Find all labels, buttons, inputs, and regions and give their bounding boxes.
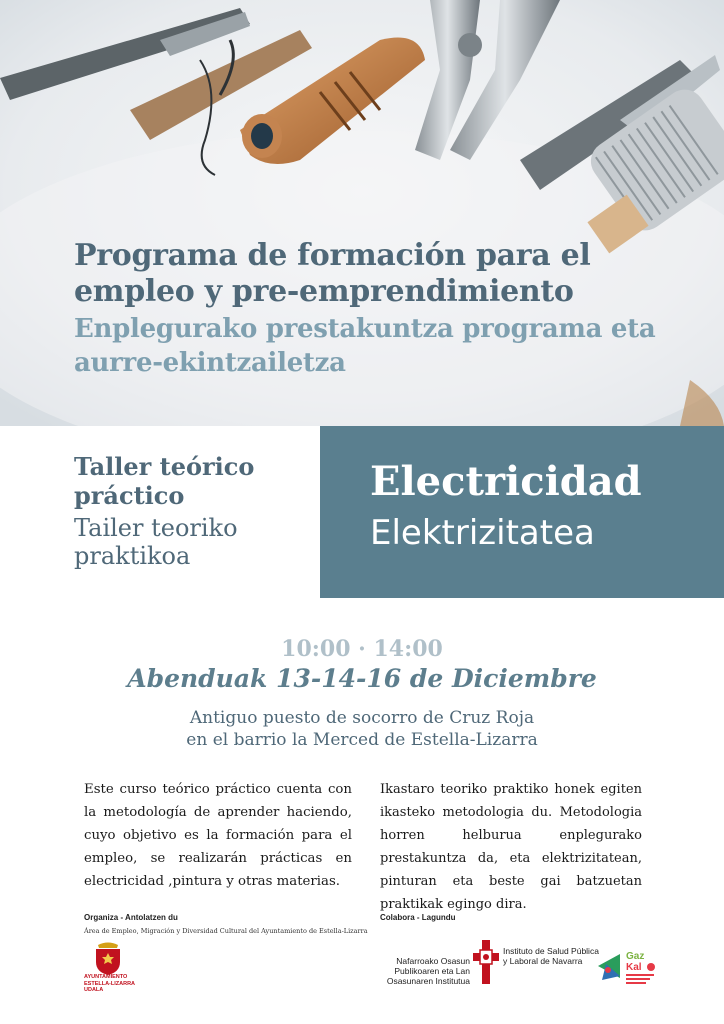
estella-lizarra-logo [84,942,144,993]
topic-eu: Elektrizitatea [370,513,595,553]
event-place-line1: Antiguo puesto de socorro de Cruz Roja [189,708,535,728]
event-place-line2: en el barrio la Merced de Estella-Lizarra [186,730,538,750]
topic-panel [320,426,724,598]
hero-title-block [74,238,694,380]
isplna-logo [385,940,599,990]
logo1-line3: UDALA [84,987,104,993]
event-dates: Abenduak 13-14-16 de Diciembre [127,664,597,693]
program-title-eu: Enplegurako prestakuntza programa eta aurre-ekintzailetza [74,314,656,378]
logo2-text-eu: Nafarroako Osasun Publikoaren eta Lan Osasunaren Institutua [386,956,470,986]
crest-icon [92,942,124,976]
description-es: Este curso teórico práctico cuenta con la metodología de aprender haciendo, cuyo objetivo es la formación para el empleo, se realizarán prácticas en electricidad ,pintura y otras materias. [84,782,352,889]
logo1-line1: AYUNTAMIENTO [84,974,128,980]
event-place [0,707,724,751]
svg-text:Kal: Kal [626,962,642,973]
colabora-label: Colabora - Lagundu [380,913,456,922]
logo1-line2: ESTELLA-LIZARRA [84,980,136,987]
program-title-es: Programa de formación para el empleo y pre-emprendimiento [74,238,591,309]
logo1-text [84,974,174,994]
workshop-type-es: Taller teórico práctico [74,452,255,510]
workshop-type-eu: Tailer teoriko praktikoa [74,514,238,570]
organiza-label: Organiza - Antolatzen du [84,913,178,922]
description-eu: Ikastaro teoriko praktiko honek egiten ikasteko metodologia du. Metodologia horren helburua enplegurako prestakuntza da, eta elektrizitatean, pinturan eta beste gai batzuetan praktikak egingo dira. [380,782,642,912]
gazkalo-logo [598,946,658,990]
event-time: 10:00 · 14:00 [281,636,443,662]
topic-es: Electricidad [370,458,642,505]
hero-banner [0,0,724,426]
logo2-text-es: Instituto de Salud Pública y Laboral de Navarra [503,946,599,966]
navarra-shield-icon [473,940,499,984]
organiza-subtitle: Área de Empleo, Migración y Diversidad Cultural del Ayuntamiento de Estella-Lizarra [84,927,368,935]
workshop-type [74,452,304,570]
svg-text:Gaz: Gaz [626,951,645,962]
